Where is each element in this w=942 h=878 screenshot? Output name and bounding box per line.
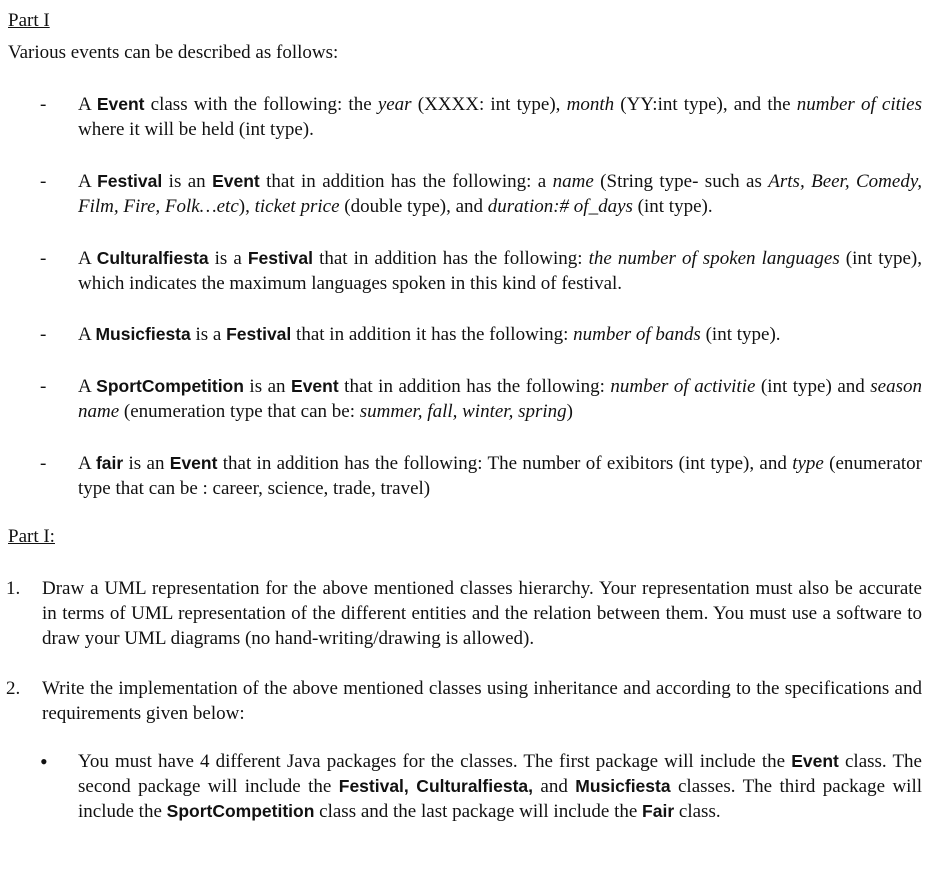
dash-marker: -: [40, 324, 47, 345]
intro-text: Various events can be described as follows:: [8, 42, 339, 63]
dash-marker: -: [40, 376, 47, 397]
bullet-sportcompetition-text: A SportCompetition is an Event that in addition has the following: number of activitie (int type) and season name (enumeration type that can be: summer, fall, winter, spring): [78, 376, 922, 422]
bullet-fair-text: A fair is an Event that in addition has the following: The number of exibitors (int type), and type (enumerator type that can be : career, science, trade, travel): [78, 453, 922, 499]
item-number: 1.: [6, 578, 21, 599]
item-number: 2.: [6, 678, 21, 699]
dash-marker: -: [40, 248, 47, 269]
item-text: Write the implementation of the above mentioned classes using inheritance and according to the specifications and requirements given below:: [42, 678, 922, 724]
dash-marker: -: [40, 94, 47, 115]
dot-marker: •: [40, 749, 48, 774]
part-subheading: Part I:: [8, 526, 55, 547]
part-heading: Part I: [8, 10, 50, 31]
sub-bullet-text: You must have 4 different Java packages for the classes. The first package will include the Event class. The second package will include the Festival, Culturalfiesta, and Musicfiesta classes. The third package will include the SportCompetition class and the last package will include the Fair class.: [78, 751, 923, 822]
dash-marker: -: [40, 171, 47, 192]
bullet-musicfiesta-text: A Musicfiesta is a Festival that in addition it has the following: number of bands (int type).: [78, 324, 781, 345]
bullet-culturalfiesta-text: A Culturalfiesta is a Festival that in addition has the following: the number of spoken languages (int type), which indicates the maximum languages spoken in this kind of festival.: [78, 248, 922, 294]
bullet-event-text: A Event class with the following: the year (XXXX: int type), month (YY:int type), and the number of cities where it will be held (int type).: [78, 94, 922, 140]
item-text: Draw a UML representation for the above mentioned classes hierarchy. Your representation must also be accurate in terms of UML representation of the different entities and the relation between them. You must use a software to draw your UML diagrams (no hand-writing/drawing is allowed).: [42, 578, 922, 649]
dash-marker: -: [40, 453, 47, 474]
bullet-festival-text: A Festival is an Event that in addition has the following: a name (String type- such as Arts, Beer, Comedy, Film, Fire, Folk…etc), ticket price (double type), and duration:# of_days (int type).: [78, 171, 922, 217]
